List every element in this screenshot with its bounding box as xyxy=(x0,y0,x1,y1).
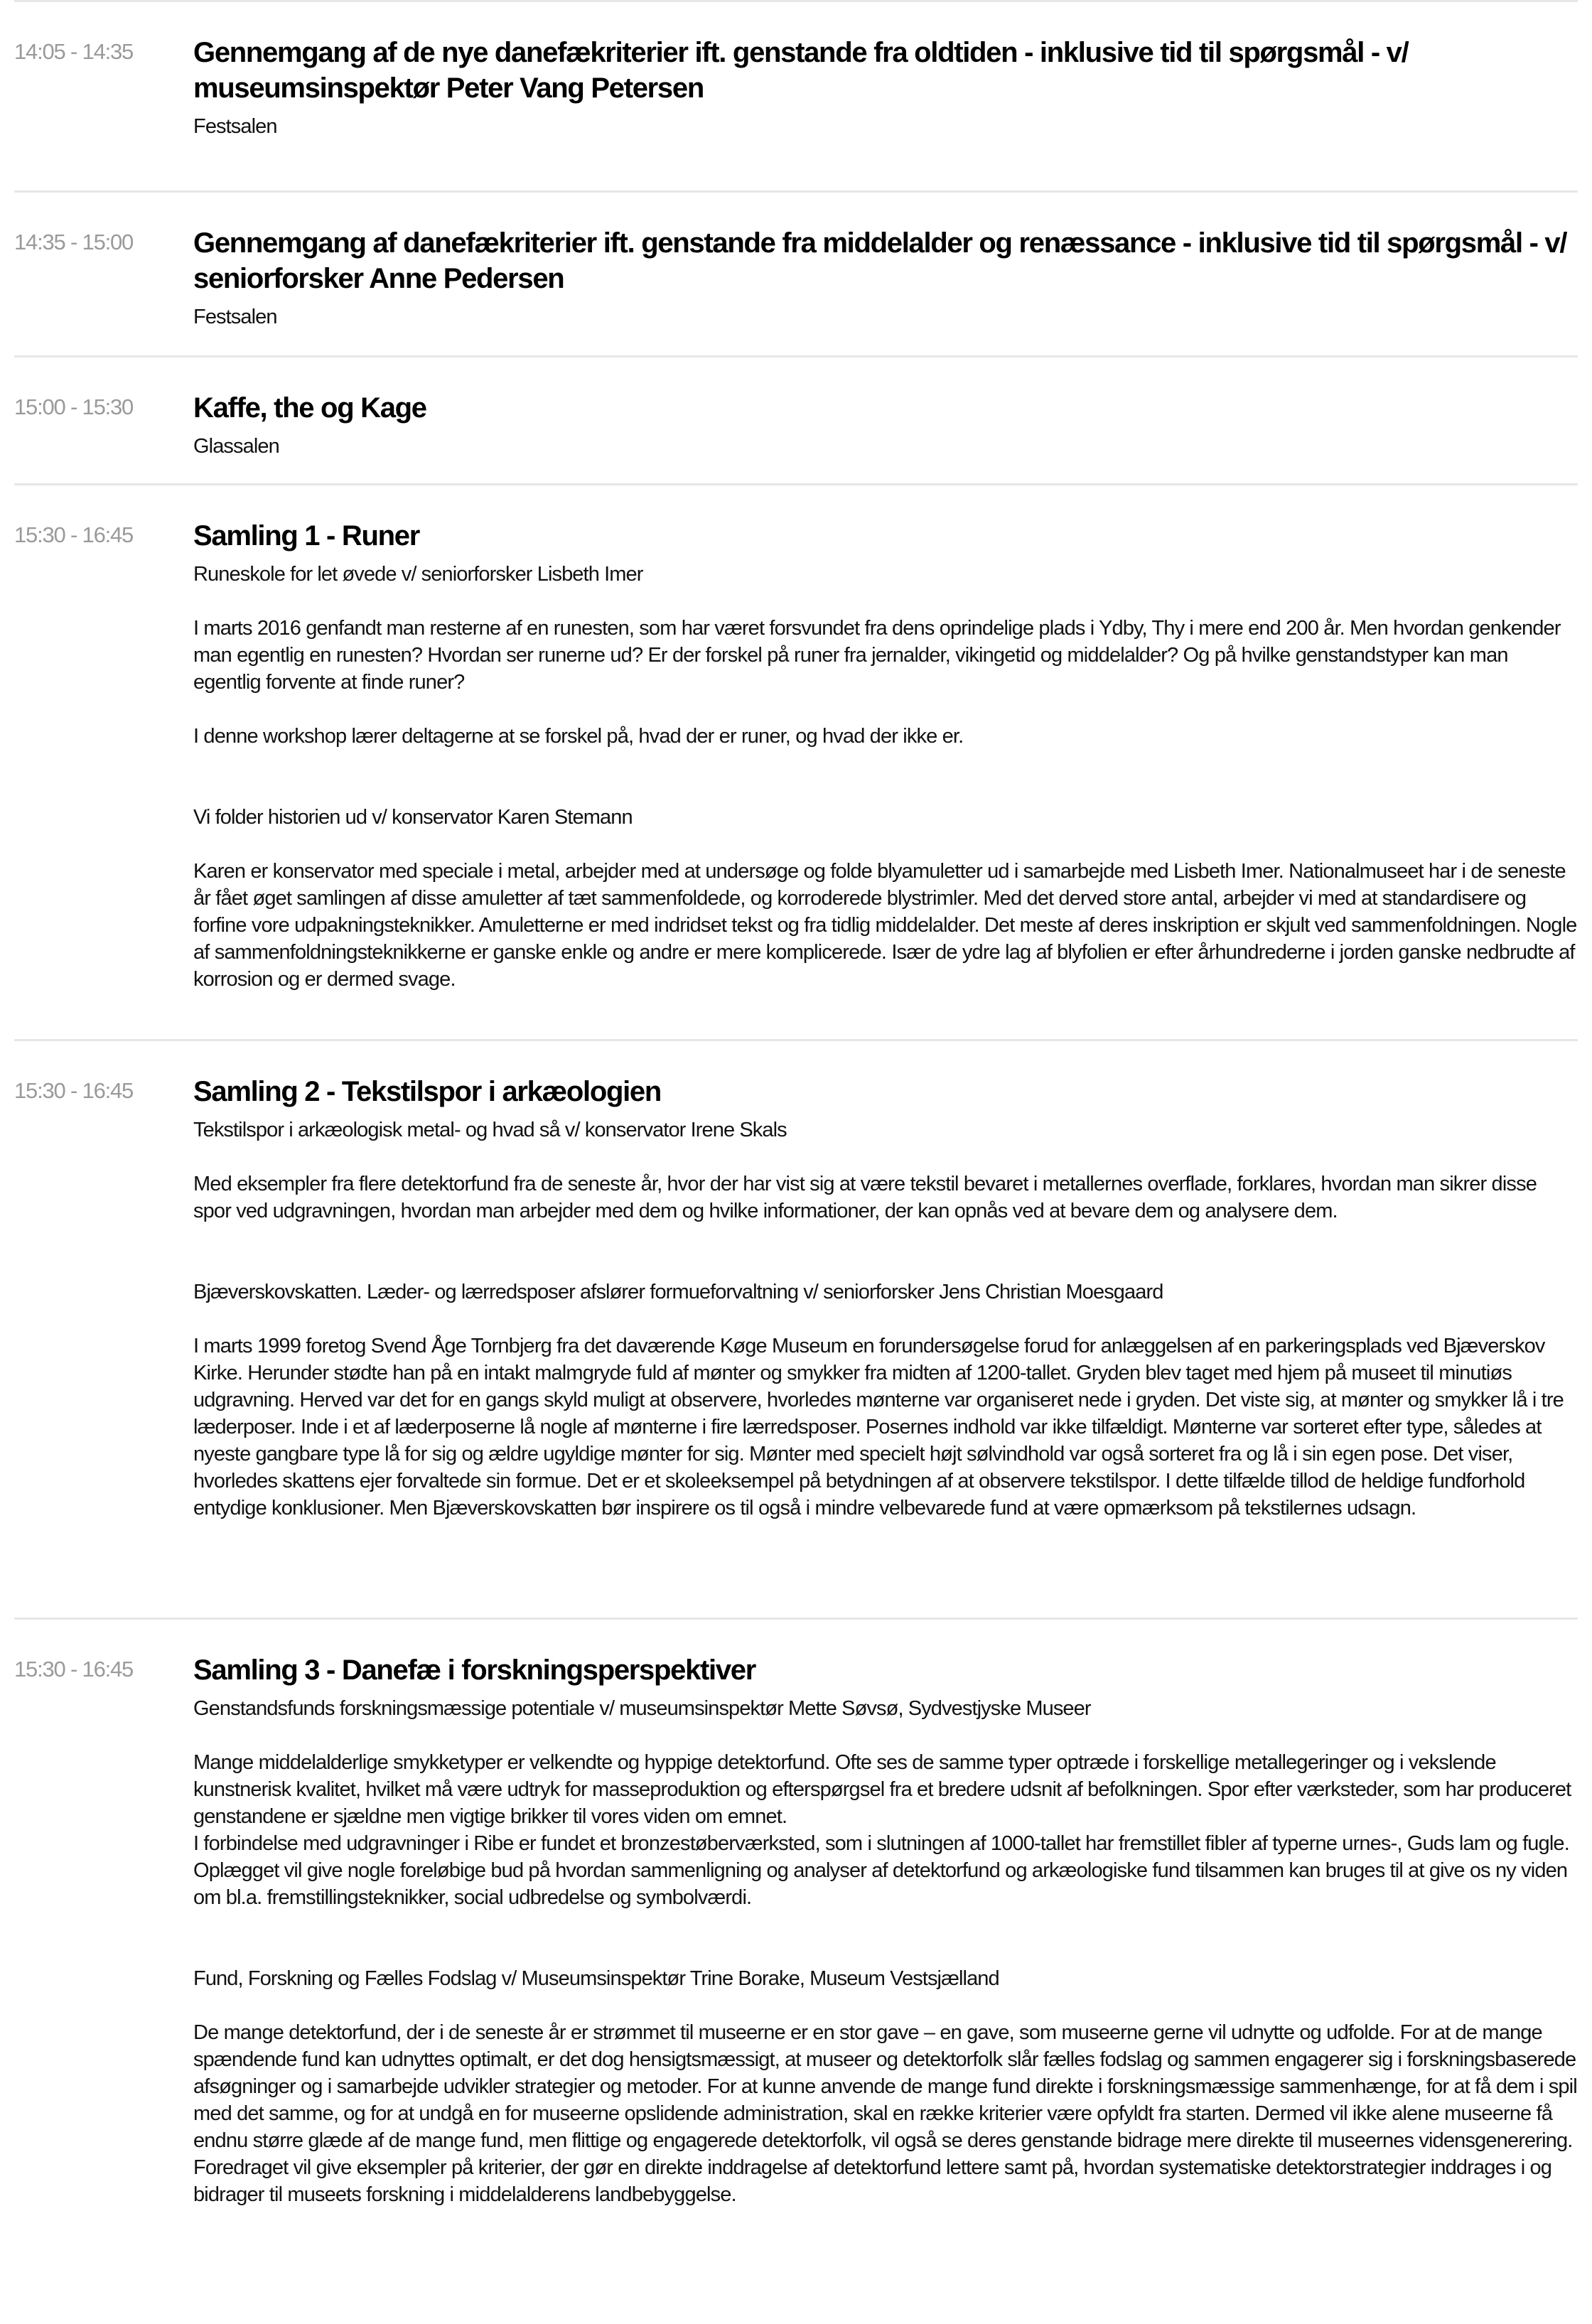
session-time: 14:05 - 14:35 xyxy=(14,39,134,64)
session-row xyxy=(14,483,1578,1039)
talk-subtitle: Fund, Forskning og Fælles Fodslag v/ Museumsinspektør Trine Borake, Museum Vestsjælland xyxy=(193,1967,999,1990)
session-location: Glassalen xyxy=(193,435,279,458)
talk-subtitle: Bjæverskovskatten. Læder- og lærredsposer afslører formueforvaltning v/ seniorforsker Jens Christian Moesgaard xyxy=(193,1281,1163,1303)
talk-paragraph: I forbindelse med udgravninger i Ribe er fundet et bronzestøberværksted, som i slutningen af 1000-tallet har fremstillet fibler af typerne urnes-, Guds lam og fugle. Oplægget vil give nogle foreløbige bud på hvordan sammenligning og analyser af detektorfund og arkæologiske fund tilsammen kan bruges til at give os ny viden om bl.a. fremstillingsteknikker, social udbredelse og symbolværdi. xyxy=(193,1832,1569,1909)
session-time: 14:35 - 15:00 xyxy=(14,230,134,254)
session-content xyxy=(193,390,1578,460)
talk-paragraph: De mange detektorfund, der i de seneste år er strømmet til museerne er en stor gave – en gave, som museerne gerne vil udnytte og udfolde. For at de mange spændende fund kan udnyttes optimalt, er det dog hensigtsmæssigt, at museer og detektorfolk slår fælles fodslag og sammen engagerer sig i forskningsbaserede afsøgninger og i samarbejde udvikler strategier og metoder. For at kunne anvende de mange fund direkte i forskningsmæssige sammenhænge, for at få dem i spil med det samme, og for at undgå en for museerne opslidende administration, skal en række kriterier være opfyldt fra starten. Dermed vil ikke alene museerne få endnu større glæde af de mange fund, men flittige og engagerede detektorfolk, vil også se deres genstande bidrage mere direkte til museernes vidensgenerering. Foredraget vil give eksempler på kriterier, der gør en direkte inddragelse af detektorfund lettere samt på, hvordan systematiske detektorstrategier inddrages i og bidrager til museets forskning i middelalderens landbebyggelse. xyxy=(193,2021,1577,2206)
session-time: 15:30 - 16:45 xyxy=(14,522,134,547)
session-title: Samling 1 - Runer xyxy=(193,520,419,552)
session-row xyxy=(14,0,1578,190)
session-title: Gennemgang af danefækriterier ift. genstande fra middelalder og renæssance - inklusive tid til spørgsmål - v/ seniorforsker Anne Pedersen xyxy=(193,227,1567,294)
talk xyxy=(193,561,1578,750)
session-title: Samling 2 - Tekstilspor i arkæologien xyxy=(193,1076,661,1107)
session-content xyxy=(193,35,1578,140)
talk-paragraph: Karen er konservator med speciale i metal, arbejder med at undersøge og folde blyamuletter ud i samarbejde med Lisbeth Imer. Nationalmuseet har i de seneste år fået øget samlingen af disse amuletter af tæt sammenfoldede, og korroderede blystrimler. Med det derved store antal, arbejder vi med at standardisere og forfine vore udpakningsteknikker. Amuletterne er med indridset tekst og fra tidlig middelalder. Det meste af deres inskription er skjult ved sammenfoldningen. Nogle af sammenfoldningsteknikkerne er ganske enkle og andre er mere komplicerede. Især de ydre lag af blyfolien er efter århundrederne i jorden ganske nedbrudte af korrosion og er dermed svage. xyxy=(193,860,1577,991)
talk xyxy=(193,1695,1578,1911)
talk-subtitle: Vi folder historien ud v/ konservator Karen Stemann xyxy=(193,806,633,829)
session-row xyxy=(14,1618,1578,2208)
talk xyxy=(193,804,1578,993)
talk-subtitle: Runeskole for let øvede v/ seniorforsker Lisbeth Imer xyxy=(193,563,643,586)
talk-paragraph: Med eksempler fra flere detektorfund fra de seneste år, hvor der har vist sig at være tekstil bevaret i metallernes overflade, forklares, hvordan man sikrer disse spor ved udgravningen, hvordan man arbejder med dem og hvilke informationer, der kan opnås ved at bevare dem og analysere dem. xyxy=(193,1173,1537,1222)
talk xyxy=(193,1117,1578,1225)
session-location: Festsalen xyxy=(193,306,277,328)
talk xyxy=(193,1279,1578,1522)
session-row xyxy=(14,1039,1578,1618)
session-title: Kaffe, the og Kage xyxy=(193,392,426,424)
session-row xyxy=(14,190,1578,355)
talk-paragraph: I marts 2016 genfandt man resterne af en runesten, som har været forsvundet fra dens oprindelige plads i Ydby, Thy i mere end 200 år. Men hvordan genkender man egentlig en runesten? Hvordan ser runerne ud? Er der forskel på runer fra jernalder, vikingetid og middelalder? Og på hvilke genstandstyper kan man egentlig forvente at finde runer? xyxy=(193,617,1561,694)
session-title: Gennemgang af de nye danefækriterier ift. genstande fra oldtiden - inklusive tid til spørgsmål - v/ museumsinspektør Peter Vang Petersen xyxy=(193,37,1409,104)
session-content xyxy=(193,1074,1578,1522)
talk-subtitle: Genstandsfunds forskningsmæssige potentiale v/ museumsinspektør Mette Søvsø, Sydvestjyske Museer xyxy=(193,1697,1091,1720)
talk-paragraph: Mange middelalderlige smykketyper er velkendte og hyppige detektorfund. Ofte ses de samme typer optræde i forskellige metallegeringer og i vekslende kunstnerisk kvalitet, hvilket må være udtryk for masseproduktion og efterspørgsel fra et bredere udsnit af befolkningen. Spor efter værksteder, som har produceret genstandene er sjældne men vigtige brikker til vores viden om emnet. xyxy=(193,1751,1571,1828)
talk-subtitle: Tekstilspor i arkæologisk metal- og hvad så v/ konservator Irene Skals xyxy=(193,1119,787,1141)
session-title: Samling 3 - Danefæ i forskningsperspektiver xyxy=(193,1655,756,1686)
session-content xyxy=(193,225,1578,330)
session-time: 15:30 - 16:45 xyxy=(14,1657,134,1682)
session-row xyxy=(14,355,1578,483)
program-list xyxy=(14,0,1578,2208)
talk-paragraph: I denne workshop lærer deltagerne at se forskel på, hvad der er runer, og hvad der ikke er. xyxy=(193,725,964,748)
session-location: Festsalen xyxy=(193,115,277,138)
talk-paragraph: I marts 1999 foretog Svend Åge Tornbjerg fra det daværende Køge Museum en forundersøgelse forud for anlæggelsen af en parkeringsplads ved Bjæverskov Kirke. Herunder stødte han på en intakt malmgryde fuld af mønter og smykker fra midten af 1200-tallet. Gryden blev taget med hjem på museet til minutiøs udgravning. Herved var det for en gangs skyld muligt at observere, hvorledes mønterne var organiseret nede i gryden. Det viste sig, at mønter og smykker lå i tre læderposer. Inde i et af læderposerne lå nogle af mønterne i fire lærredsposer. Posernes indhold var ikke tilfældigt. Mønterne var sorteret efter type, således at nyeste gangbare type lå for sig og ældre ugyldige mønter for sig. Mønter med specielt højt sølvindhold var også sorteret fra og lå i sin egen pose. Det viser, hvorledes skattens ejer forvaltede sin formue. Det er et skoleeksempel på betydningen af at observere tekstilspor. I dette tilfælde tillod de heldige fundforhold entydige konklusioner. Men Bjæverskovskatten bør inspirere os til også i mindre velbevarede fund at være opmærksom på tekstilernes udsagn. xyxy=(193,1335,1564,1519)
talk xyxy=(193,1965,1578,2208)
session-content xyxy=(193,518,1578,993)
session-content xyxy=(193,1652,1578,2208)
session-time: 15:30 - 16:45 xyxy=(14,1078,134,1103)
session-time: 15:00 - 15:30 xyxy=(14,394,134,419)
